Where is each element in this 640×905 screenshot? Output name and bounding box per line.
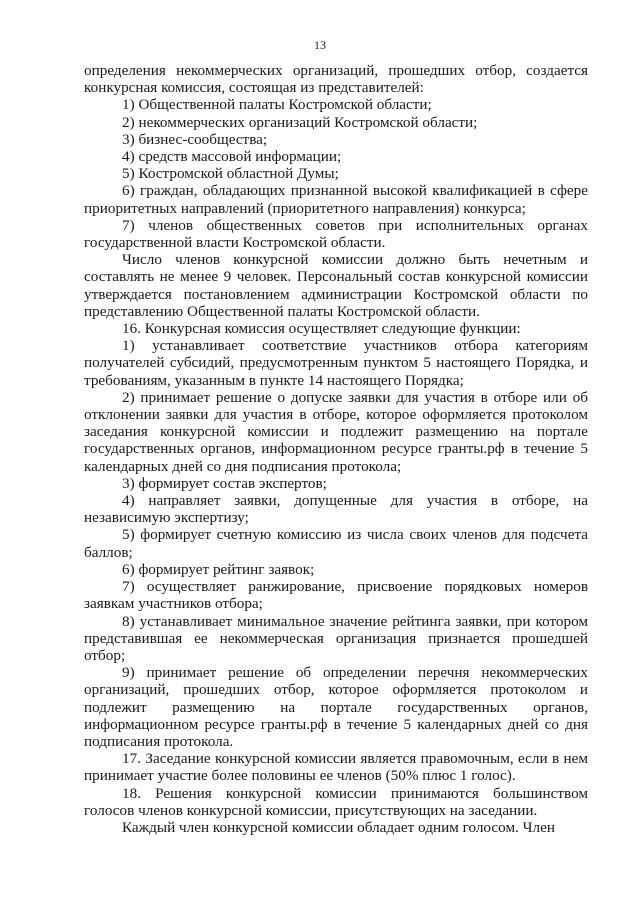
list-item-public-councils: 7) членов общественных советов при исполнительных органах государственной власти Костромской области. — [84, 216, 588, 252]
list-item-business: 3) бизнес-сообщества; — [122, 130, 268, 148]
page-number: 13 — [314, 38, 326, 52]
function-item-9: 9) принимает решение об определении перечня некоммерческих организаций, прошедших отбор, которое оформляется протоколом и подлежит размещению на портале государственных органов, информационном ресурсе гранты.рф в течение 5 календарных дней со дня подписания протокола. — [84, 664, 588, 750]
list-item-public-chamber: 1) Общественной палаты Костромской области; — [122, 96, 432, 114]
list-item-nonprofits: 2) некоммерческих организаций Костромской области; — [122, 113, 478, 131]
function-item-8: 8) устанавливает минимальное значение рейтинга заявки, при котором представившая ее некоммерческая организация признается прошедшей отбор; — [84, 612, 588, 664]
function-item-3: 3) формирует состав экспертов; — [122, 474, 327, 492]
function-item-4: 4) направляет заявки, допущенные для участия в отборе, на независимую экспертизу; — [84, 492, 588, 527]
section-18: 18. Решения конкурсной комиссии принимаются большинством голосов членов конкурсной комиссии, присутствующих на заседании. — [84, 784, 588, 819]
list-item-citizens: 6) граждан, обладающих признанной высокой квалификацией в сфере приоритетных направлений (приоритетного направления) конкурса; — [84, 182, 588, 217]
document-body — [84, 62, 588, 836]
function-item-7: 7) осуществляет ранжирование, присвоение порядковых номеров заявкам участников отбора; — [84, 578, 588, 613]
paragraph-continuation: определения некоммерческих организаций, прошедших отбор, создается конкурсная комиссия, состоящая из представителей: — [84, 62, 588, 97]
paragraph-vote: Каждый член конкурсной комиссии обладает одним голосом. Член — [122, 818, 555, 836]
list-item-duma: 5) Костромской областной Думы; — [122, 165, 339, 183]
function-item-5: 5) формирует счетную комиссию из числа своих членов для подсчета баллов; — [84, 526, 588, 561]
function-item-2: 2) принимает решение о допуске заявки для участия в отборе или об отклонении заявки для участия в отборе, которое оформляется протоколом заседания конкурсной комиссии и подлежит размещению на портале государственных органов, информационном ресурсе гранты.рф в течение 5 календарных дней со дня подписания протокола; — [84, 388, 588, 475]
paragraph-commission-size: Число членов конкурсной комиссии должно быть нечетным и составлять не менее 9 человек. Персональный состав конкурсной комиссии утверждается постановлением администрации Костромской области по представлению Общественной палаты Костромской области. — [84, 251, 588, 320]
section-16-heading: 16. Конкурсная комиссия осуществляет следующие функции: — [122, 320, 521, 338]
list-item-media: 4) средств массовой информации; — [122, 148, 342, 166]
section-17: 17. Заседание конкурсной комиссии является правомочным, если в нем принимает участие более половины ее членов (50% плюс 1 голос). — [84, 750, 588, 785]
function-item-6: 6) формирует рейтинг заявок; — [122, 560, 315, 578]
function-item-1: 1) устанавливает соответствие участников отбора категориям получателей субсидий, предусмотренным пунктом 5 настоящего Порядка, и требованиям, указанным в пункте 14 настоящего Порядка; — [84, 337, 588, 389]
